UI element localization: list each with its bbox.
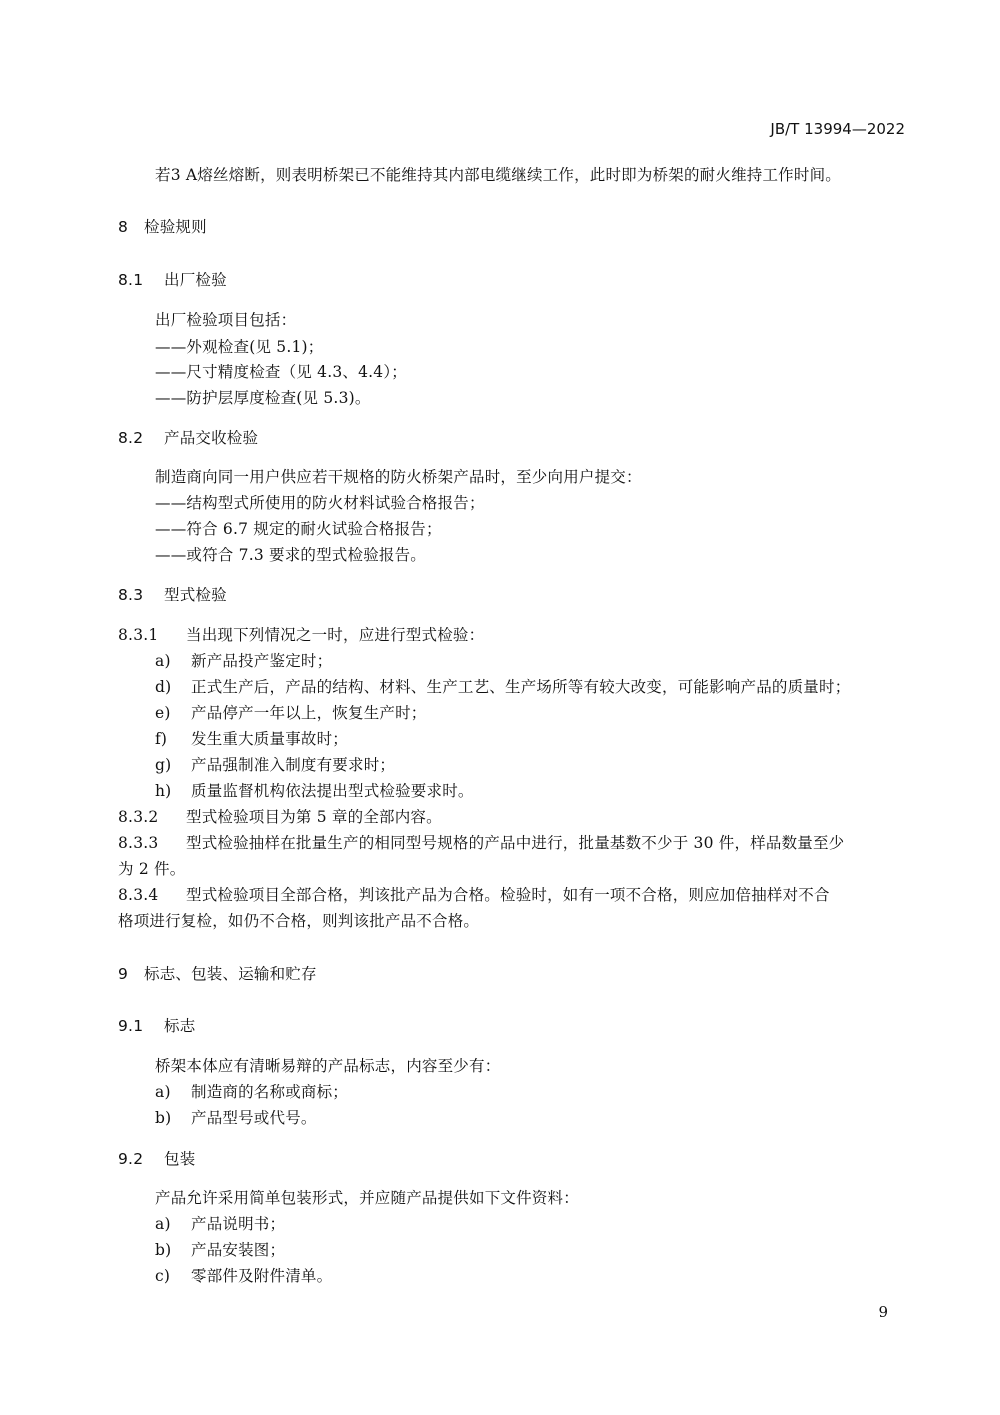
clause-8-3-4 <box>118 885 830 905</box>
item-text: 产品停产一年以上，恢复生产时； <box>191 704 427 722</box>
item-text: 产品安装图； <box>191 1241 286 1259</box>
section-9-2-lead: 产品允许采用简单包装形式，并应随产品提供如下文件资料： <box>155 1189 579 1207</box>
item-label: f) <box>155 730 168 748</box>
item-label: a) <box>155 1083 171 1101</box>
section-8-1-title: 出厂检验 <box>164 271 227 289</box>
item-text: 产品强制准入制度有要求时； <box>191 756 396 774</box>
clause-text: 型式检验项目为第 5 章的全部内容。 <box>186 808 442 826</box>
section-9-2-title: 包装 <box>164 1150 196 1168</box>
item-label: b) <box>155 1109 172 1127</box>
section-9-1-heading <box>118 1016 195 1036</box>
item-text: 新产品投产鉴定时； <box>191 652 333 670</box>
list-item <box>155 781 474 801</box>
item-label: g) <box>155 756 172 774</box>
section-9-1-number: 9.1 <box>118 1017 144 1035</box>
item-label: e) <box>155 704 171 722</box>
item-label: c) <box>155 1267 171 1285</box>
section-9-1-title: 标志 <box>164 1017 196 1035</box>
clause-8-3-3 <box>118 833 844 853</box>
section-8-2-title: 产品交收检验 <box>164 429 259 447</box>
item-label: b) <box>155 1241 172 1259</box>
item-text: 正式生产后，产品的结构、材料、生产工艺、生产场所等有较大改变，可能影响产品的质量时； <box>191 678 851 696</box>
section-8-3-heading <box>118 585 227 605</box>
standard-number: JB/T 13994—2022 <box>770 120 905 138</box>
section-9-heading <box>118 964 317 984</box>
item-text: 产品型号或代号。 <box>191 1109 317 1127</box>
list-item: ——或符合 7.3 要求的型式检验报告。 <box>155 546 427 564</box>
section-8-1-number: 8.1 <box>118 271 144 289</box>
section-9-number: 9 <box>118 965 129 983</box>
item-label: d) <box>155 678 172 696</box>
item-label: a) <box>155 652 171 670</box>
clause-8-3-2 <box>118 807 442 827</box>
list-item: ——外观检查(见 5.1)； <box>155 338 324 356</box>
item-label: a) <box>155 1215 171 1233</box>
item-text: 零部件及附件清单。 <box>191 1267 333 1285</box>
clause-text: 型式检验项目全部合格，判该批产品为合格。检验时，如有一项不合格，则应加倍抽样对不合 <box>186 886 830 904</box>
list-item <box>155 1108 317 1128</box>
item-label: h) <box>155 782 172 800</box>
section-8-2-heading <box>118 428 258 448</box>
section-8-heading <box>118 217 207 237</box>
list-item <box>155 1240 285 1260</box>
section-8-3-title: 型式检验 <box>164 586 227 604</box>
list-item: ——符合 6.7 规定的耐火试验合格报告； <box>155 520 442 538</box>
list-item <box>155 651 332 671</box>
section-9-2-number: 9.2 <box>118 1150 144 1168</box>
section-8-3-number: 8.3 <box>118 586 144 604</box>
list-item <box>155 1214 285 1234</box>
section-9-2-heading <box>118 1149 195 1169</box>
clause-text: 型式检验抽样在批量生产的相同型号规格的产品中进行，批量基数不少于 30 件，样品数量至少 <box>186 834 845 852</box>
list-item <box>155 677 850 697</box>
section-8-1-lead: 出厂检验项目包括： <box>155 311 297 329</box>
clause-8-3-3-cont: 为 2 件。 <box>118 860 186 878</box>
section-8-number: 8 <box>118 218 129 236</box>
clause-8-3-1 <box>118 625 484 645</box>
clause-number: 8.3.1 <box>118 626 159 644</box>
section-8-2-lead: 制造商向同一用户供应若干规格的防火桥架产品时，至少向用户提交： <box>155 468 642 486</box>
item-text: 制造商的名称或商标； <box>191 1083 349 1101</box>
list-item <box>155 729 348 749</box>
intro-paragraph: 若3 A熔丝熔断，则表明桥架已不能维持其内部电缆继续工作，此时即为桥架的耐火维持工作时间。 <box>155 166 841 184</box>
list-item <box>155 1266 332 1286</box>
item-text: 发生重大质量事故时； <box>191 730 349 748</box>
list-item <box>155 703 427 723</box>
section-9-title: 标志、包装、运输和贮存 <box>144 965 317 983</box>
section-8-title: 检验规则 <box>144 218 207 236</box>
clause-text: 当出现下列情况之一时，应进行型式检验： <box>186 626 485 644</box>
clause-number: 8.3.3 <box>118 834 159 852</box>
item-text: 质量监督机构依法提出型式检验要求时。 <box>191 782 474 800</box>
list-item <box>155 1082 348 1102</box>
list-item <box>155 755 395 775</box>
section-9-1-lead: 桥架本体应有清晰易辩的产品标志，内容至少有： <box>155 1057 501 1075</box>
item-text: 产品说明书； <box>191 1215 286 1233</box>
clause-8-3-4-cont: 格项进行复检，如仍不合格，则判该批产品不合格。 <box>118 912 480 930</box>
list-item: ——防护层厚度检查(见 5.3)。 <box>155 389 371 407</box>
clause-number: 8.3.2 <box>118 808 159 826</box>
list-item: ——尺寸精度检查（见 4.3、4.4）； <box>155 363 407 381</box>
list-item: ——结构型式所使用的防火材料试验合格报告； <box>155 494 485 512</box>
clause-number: 8.3.4 <box>118 886 159 904</box>
section-8-1-heading <box>118 270 227 290</box>
section-8-2-number: 8.2 <box>118 429 144 447</box>
page-number: 9 <box>878 1303 888 1321</box>
